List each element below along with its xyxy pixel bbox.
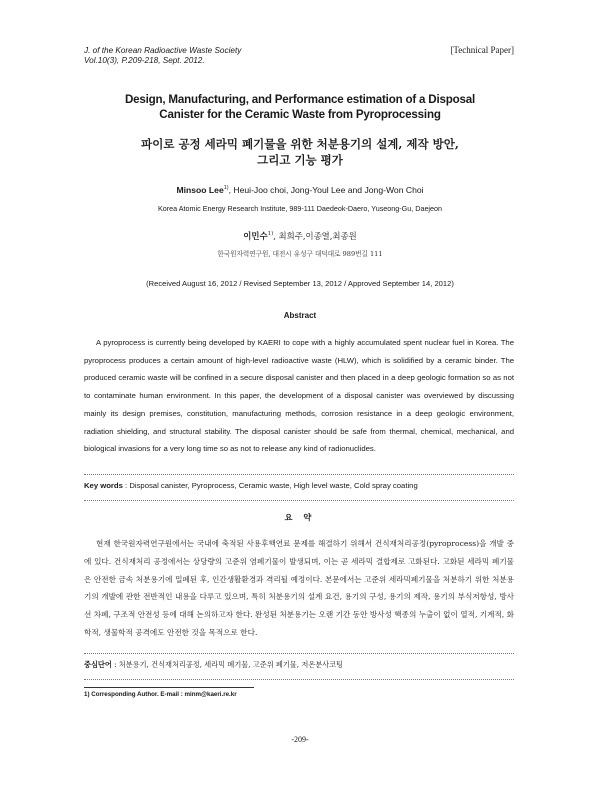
keywords-separator: : xyxy=(122,481,130,490)
page-number: -209- xyxy=(291,735,309,744)
english-title xyxy=(60,92,540,122)
journal-info xyxy=(84,46,241,66)
keywords xyxy=(84,481,514,490)
paper-type: [Technical Paper] xyxy=(450,45,514,55)
author-list xyxy=(60,185,540,195)
footnote-rule xyxy=(84,687,254,688)
keywords-korean-value: 처분용기, 건식재처리공정, 세라믹 폐기물, 고준위 폐기물, 저온분사코팅 xyxy=(118,660,343,669)
affiliation: Korea Atomic Energy Research Institute, 989-111 Daedeok-Daero, Yuseong-Gu, Daejeon xyxy=(157,204,443,213)
keywords-korean xyxy=(84,660,514,670)
journal-name: J. of the Korean Radioactive Waste Society xyxy=(84,46,242,55)
korean-abstract-body: 현재 한국원자력연구원에서는 국내에 축적된 사용후핵연료 문제를 해결하기 위해서 건식재처리공정(pyroprocess)을 개발 중에 있다. 건식재처리 공정에서는 상당량의 고준위 염폐기물이 발생되며, 이는 곧 세라믹 결합제로 고화된다. 고화된 세라믹 폐기물은 안전한 금속 처분용기에 밀폐된 후, 인간생활환경과 격리될 예정이다. 본문에서는 고준위 세라믹폐기물을 처분하기 위한 처분용기의 개발에 관한 전반적인 내용을 다루고 있으며, 특히 처분용기의 설계 요건, 용기의 구성, 용기의 제작, 용기의 부식저항성, 방사선 차폐, 구조적 안전성 등에 대해 논의하고자 한다. 완성된 처분용기는 오랜 기간 동안 방사성 핵종의 누출이 없이 열적, 기계적, 화학적, 생물학적 공격에도 안전한 것을 목적으로 한다. xyxy=(84,539,514,637)
corresponding-author-footnote: 1) Corresponding Author. E-mail : minm@kaeri.re.kr xyxy=(84,691,237,698)
lead-author-korean: 이민수 xyxy=(243,231,268,241)
divider-top xyxy=(84,474,514,475)
korean-abstract-heading: 요 약 xyxy=(284,512,316,522)
lead-author: Minsoo Lee xyxy=(176,185,224,195)
english-title-line1: Design, Manufacturing, and Performance estimation of a Disposal xyxy=(124,93,476,106)
english-title-line2: Canister for the Ceramic Waste from Pyroprocessing xyxy=(159,108,441,121)
abstract-body: A pyroprocess is currently being developed by KAERI to cope with a highly accumulated spent nuclear fuel in Korea. The pyroprocess produces a certain amount of high-level radioactive waste (HLW), which is solidified by a ceramic binder. The produced ceramic waste will be confined in a secure disposal canister and then placed in a deep geologic formation so as not to contaminate human environment. In this paper, the development of a disposal canister was overviewed by discussing mainly its design premises, constitution, manufacturing methods, corrosion resistance in a deep geologic environment, radiation shielding, and structural stability. The disposal canister should be safe from thermal, chemical, mechanical, and biological invasions for a very long time so as not to release any kind of radionuclides. xyxy=(84,338,514,454)
keywords-label: Key words xyxy=(84,481,123,490)
divider-korean-top xyxy=(84,653,514,654)
affiliation-korean: 한국원자력연구원, 대전시 유성구 대덕대로 989번길 111 xyxy=(217,250,383,258)
lead-author-mark: 1) xyxy=(223,185,229,192)
lead-author-korean-mark: 1) xyxy=(267,231,274,238)
co-authors: , Heui-Joo choi, Jong-Youl Lee and Jong-Won Choi xyxy=(228,185,424,195)
journal-volume: Vol.10(3), P.209-218, Sept. 2012. xyxy=(84,56,205,65)
korean-title-line1: 파이로 공정 세라믹 폐기물을 위한 처분용기의 설계, 제작 방안, xyxy=(141,137,459,151)
received-dates: (Received August 16, 2012 / Revised September 13, 2012 / Approved September 14, 2012) xyxy=(146,279,454,288)
co-authors-korean: , 최희주,이종열,최종원 xyxy=(273,231,357,241)
keywords-korean-label: 중심단어 xyxy=(84,660,112,669)
korean-title xyxy=(60,136,540,168)
author-list-korean xyxy=(60,230,540,242)
abstract-heading: Abstract xyxy=(283,311,317,320)
divider-bottom xyxy=(84,500,514,501)
keywords-value: Disposal canister, Pyroprocess, Ceramic waste, High level waste, Cold spray coating xyxy=(129,481,418,490)
keywords-korean-separator: : xyxy=(111,660,119,669)
divider-korean-bottom xyxy=(84,679,514,680)
korean-title-line2: 그리고 기능 평가 xyxy=(257,153,343,167)
